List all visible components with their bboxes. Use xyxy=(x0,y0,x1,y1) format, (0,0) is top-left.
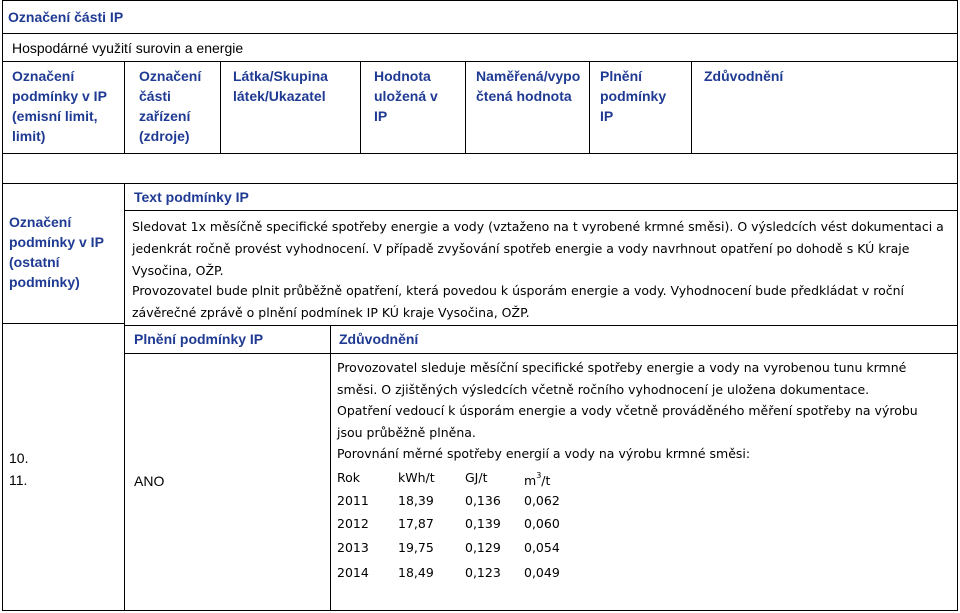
header-substance-label: Látka/Skupina látek/Ukazatel xyxy=(233,68,328,104)
header-fulfilment-label: Plnění podmínky IP xyxy=(600,68,667,124)
table-border-top xyxy=(2,0,958,1)
table-divider xyxy=(124,210,958,211)
column-divider xyxy=(220,61,221,153)
cell-gj: 0,123 xyxy=(465,565,501,580)
table-divider xyxy=(2,183,958,184)
condition-number: 11. xyxy=(9,472,28,488)
table-row xyxy=(337,537,637,559)
consumption-table-header xyxy=(337,467,637,489)
unit-per-ton: /t xyxy=(541,473,551,489)
column-divider xyxy=(589,61,590,153)
table-border-left xyxy=(2,0,3,611)
header-stored-value-label: Hodnota uložená v IP xyxy=(374,68,438,124)
table-border-bottom xyxy=(2,610,958,611)
header-justification-label: Zdůvodnění xyxy=(704,68,784,84)
column-header-kwh: kWh/t xyxy=(398,470,435,485)
header-measured-value-label: Naměřená/vypočtená hodnota xyxy=(476,68,581,104)
unit-superscript: 3 xyxy=(536,471,542,480)
table-divider xyxy=(2,61,958,62)
cell-m3: 0,060 xyxy=(524,516,560,531)
section-title: Označení části IP xyxy=(8,9,124,25)
column-header-year: Rok xyxy=(337,470,361,485)
cell-gj: 0,136 xyxy=(465,493,501,508)
cell-year: 2013 xyxy=(337,540,369,555)
cell-kwh: 18,49 xyxy=(398,565,434,580)
condition-text-heading: Text podmínky IP xyxy=(134,189,249,205)
column-divider xyxy=(124,61,125,153)
justification-paragraph-1: Provozovatel sleduje měsíční specifické spotřeby energie a vody na vyrobenou tunu krmné směsi. O zjištěných výsledcích včetně ročního vyhodnocení je uložena dokumentace. xyxy=(337,360,907,397)
table-row xyxy=(337,513,637,535)
other-conditions-label: Označení podmínky v IP (ostatní podmínky) xyxy=(9,214,104,290)
condition-number: 10. xyxy=(9,450,29,466)
header-condition-label: Označení podmínky v IP (emisní limit, limit) xyxy=(12,68,107,144)
cell-year: 2011 xyxy=(337,493,369,508)
table-divider xyxy=(124,353,958,354)
column-divider xyxy=(124,183,125,611)
cell-gj: 0,139 xyxy=(465,516,501,531)
cell-year: 2014 xyxy=(337,565,369,580)
cell-kwh: 19,75 xyxy=(398,540,434,555)
justification-paragraph-2: Opatření vedoucí k úsporám energie a vody včetně prováděného měření spotřeby na výrobu jsou průběžně plněna. xyxy=(337,403,918,440)
cell-kwh: 17,87 xyxy=(398,516,434,531)
table-divider xyxy=(124,325,958,326)
table-row xyxy=(337,490,637,512)
header-part-label: Označení části zařízení (zdroje) xyxy=(139,68,202,144)
unit-m: m xyxy=(524,473,537,489)
cell-kwh: 18,39 xyxy=(398,493,434,508)
column-divider xyxy=(360,61,361,153)
table-row xyxy=(337,562,637,584)
justification-heading: Zdůvodnění xyxy=(339,331,419,347)
condition-text-1: Sledovat 1x měsíčně specifické spotřeby energie a vody (vztaženo na t vyrobené krmné směsi). O výsledcích vést dokumentaci a jedenkrát ročně provést vyhodnocení. V případě zvyšování spotřeb energie a vody navrhnout opatření po dohodě s KÚ kraje Vysočina, OŽP. xyxy=(132,219,944,278)
fulfilment-value: ANO xyxy=(134,473,165,489)
cell-m3: 0,049 xyxy=(524,565,560,580)
table-divider xyxy=(2,153,958,154)
column-header-gj: GJ/t xyxy=(465,470,488,485)
column-divider xyxy=(465,61,466,153)
column-divider xyxy=(691,61,692,153)
section-subtitle: Hospodárné využití surovin a energie xyxy=(12,40,244,56)
justification-paragraph-3: Porovnání měrné spotřeby energií a vody na výrobu krmné směsi: xyxy=(337,446,751,461)
cell-m3: 0,062 xyxy=(524,493,560,508)
cell-year: 2012 xyxy=(337,516,369,531)
cell-gj: 0,129 xyxy=(465,540,501,555)
cell-m3: 0,054 xyxy=(524,540,560,555)
table-divider xyxy=(2,33,958,34)
column-divider xyxy=(330,325,331,611)
condition-text-2: Provozovatel bude plnit průběžně opatření, která povedou k úsporám energie a vody. Vyhodnocení bude předkládat v roční závěrečné zprávě o plnění podmínek IP KÚ kraje Vysočina, OŽP. xyxy=(132,283,905,320)
table-border-right xyxy=(957,0,958,611)
fulfilment-heading: Plnění podmínky IP xyxy=(134,331,264,347)
table-divider xyxy=(2,323,124,324)
column-header-m3 xyxy=(524,467,550,492)
